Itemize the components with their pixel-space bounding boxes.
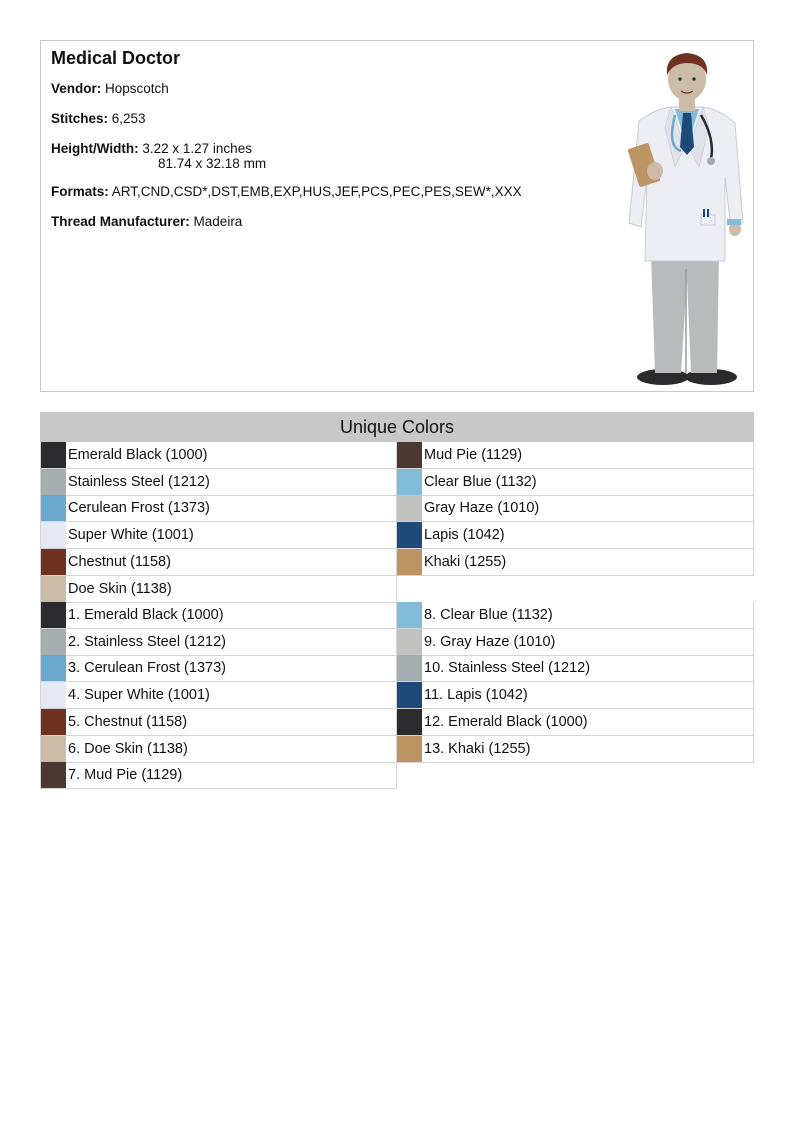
color-label: 8. Clear Blue (1132) [424, 607, 553, 623]
color-row [40, 682, 397, 709]
color-swatch [41, 682, 66, 708]
stitches-row [51, 111, 146, 126]
color-label: Cerulean Frost (1373) [68, 500, 210, 517]
color-swatch [397, 709, 422, 735]
color-label: Super White (1001) [68, 527, 194, 544]
height-width-inches: 3.22 x 1.27 inches [142, 141, 252, 156]
color-row [40, 576, 397, 603]
design-title: Medical Doctor [51, 48, 181, 68]
color-swatch [397, 469, 422, 495]
color-swatch [397, 549, 422, 575]
vendor-label: Vendor: [51, 81, 102, 96]
height-width-label: Height/Width: [51, 141, 139, 156]
color-row [40, 655, 397, 682]
thread-row [51, 214, 242, 229]
color-label: 7. Mud Pie (1129) [68, 767, 183, 784]
color-row [397, 736, 754, 763]
color-label: Clear Blue (1132) [424, 473, 537, 490]
color-swatch [397, 442, 422, 468]
color-swatch [397, 655, 422, 681]
color-swatch [41, 736, 66, 762]
color-swatch [397, 736, 422, 762]
color-label: 2. Stainless Steel (1212) [68, 633, 226, 650]
formats-value: ART,CND,CSD*,DST,EMB,EXP,HUS,JEF,PCS,PEC,PES,SEW*,XXX [111, 184, 522, 199]
color-label: 6. Doe Skin (1138) [68, 740, 188, 757]
color-row [397, 655, 754, 682]
color-row [397, 682, 754, 709]
color-row [397, 442, 754, 469]
color-label: Emerald Black (1000) [68, 447, 208, 463]
color-row [40, 709, 397, 736]
doctor-embroidery-image [615, 47, 751, 389]
color-swatch [397, 522, 422, 548]
color-swatch [41, 629, 66, 655]
thread-label: Thread Manufacturer: [51, 214, 190, 229]
height-width-mm: 81.74 x 32.18 mm [158, 156, 267, 171]
color-row [397, 469, 754, 496]
color-swatch [397, 495, 422, 521]
color-label: 12. Emerald Black (1000) [424, 713, 588, 730]
color-label: 4. Super White (1001) [68, 687, 210, 704]
color-row [397, 549, 754, 576]
formats-label: Formats: [51, 184, 109, 199]
color-label: Mud Pie (1129) [424, 447, 523, 463]
thread-value: Madeira [193, 214, 243, 229]
color-row [40, 469, 397, 496]
color-row [397, 602, 754, 629]
color-label: Lapis (1042) [424, 527, 505, 544]
color-swatch [41, 709, 66, 735]
color-swatch [41, 522, 66, 548]
color-swatch [41, 549, 66, 575]
color-row [397, 522, 754, 549]
color-row [40, 762, 397, 789]
color-swatch [41, 762, 66, 788]
formats-row [51, 184, 522, 199]
height-width-row [51, 141, 267, 171]
color-label: 1. Emerald Black (1000) [68, 607, 224, 623]
color-swatch [397, 602, 422, 628]
color-swatch [41, 442, 66, 468]
vendor-value: Hopscotch [105, 81, 169, 96]
color-row [40, 736, 397, 763]
color-row [40, 549, 397, 576]
color-label: Chestnut (1158) [68, 553, 171, 570]
color-swatch [41, 655, 66, 681]
color-swatch [397, 682, 422, 708]
color-swatch [41, 576, 66, 602]
vendor-row [51, 81, 169, 96]
stitches-value: 6,253 [111, 111, 146, 126]
color-row [40, 602, 397, 629]
color-swatch [397, 629, 422, 655]
color-row [40, 522, 397, 549]
unique-colors-header: Unique Colors [40, 412, 754, 442]
color-swatch [41, 602, 66, 628]
color-label: Stainless Steel (1212) [68, 473, 210, 490]
color-label: 13. Khaki (1255) [424, 740, 531, 757]
color-row [397, 495, 754, 522]
color-label: 5. Chestnut (1158) [68, 713, 188, 730]
color-row [40, 495, 397, 522]
color-label: Doe Skin (1138) [68, 580, 172, 597]
color-label: 10. Stainless Steel (1212) [424, 660, 591, 677]
color-label: 9. Gray Haze (1010) [424, 633, 556, 650]
stitches-label: Stitches: [51, 111, 109, 126]
color-label: 3. Cerulean Frost (1373) [68, 660, 226, 677]
color-swatch [41, 469, 66, 495]
color-label: 11. Lapis (1042) [424, 687, 528, 704]
color-row [40, 629, 397, 656]
color-row [40, 442, 397, 469]
design-info-box [40, 40, 754, 392]
color-row [397, 709, 754, 736]
color-swatch [41, 495, 66, 521]
color-label: Khaki (1255) [424, 553, 507, 570]
color-row [397, 629, 754, 656]
color-label: Gray Haze (1010) [424, 500, 540, 517]
